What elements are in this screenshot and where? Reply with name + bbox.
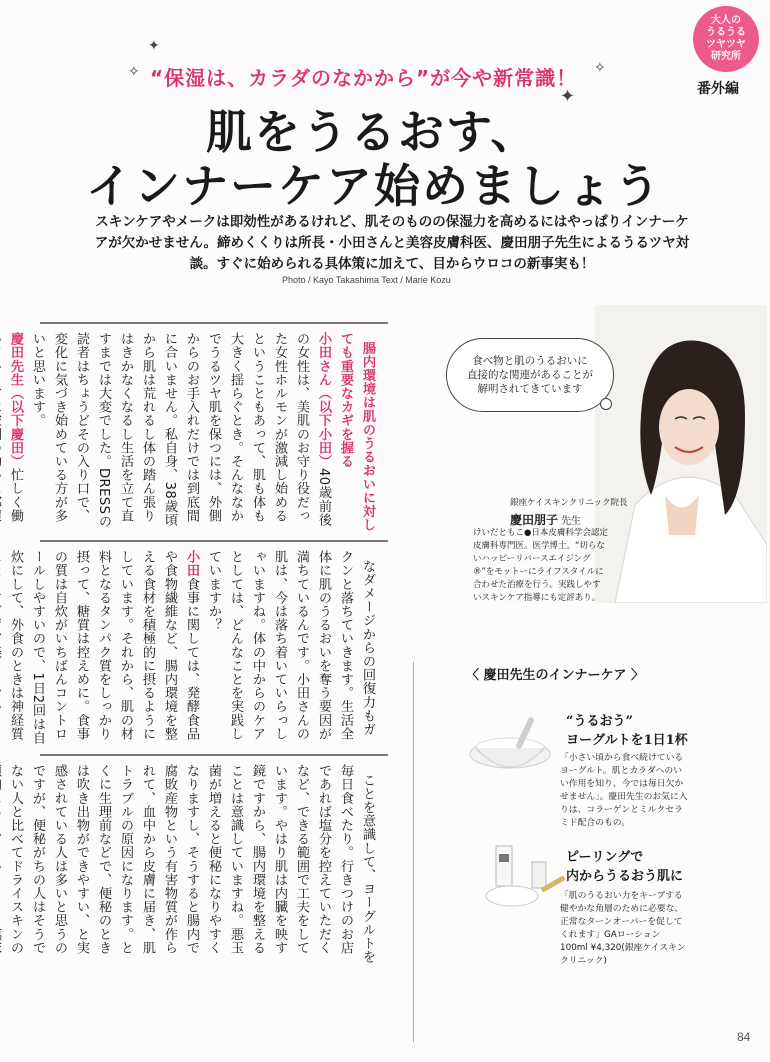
doctor-portrait-photo [595,305,767,603]
sparkle-icon: ✦ [148,38,160,54]
sparkle-icon: ✦ [560,86,576,107]
sparkle-icon: ✧ [128,64,140,80]
speaker-label: 小田さん（以下小田） [316,332,331,468]
article-column-2 [8,550,400,746]
bubble-line: 直接的な関連があることが [467,369,593,381]
doctor-role: 銀座ケイスキンクリニック院長 [510,498,628,508]
seal-line: 研究所 [711,51,741,62]
article-column-3 [8,764,400,964]
seal-line: うるうる [706,27,746,38]
page-title-line-2: インナーケア始めましょう [86,159,662,213]
page-title-line-1: 肌をうるおす、 [206,105,539,159]
seal-line: ツヤツヤ [706,39,746,50]
article-text: なダメージからの回復力もガクンと落ちていきます。生活全体に肌のうるおいを奪う要因が満ちているんです。小田さんの肌は、今は落ち着いていらっしゃいますね。体の中からのケアとしては、どんなことを実践していますか？ [206,550,375,741]
speech-bubble-tail [600,398,612,410]
bubble-line: 食べ物と肌のうるおいに [472,355,588,367]
seal-line: 大人の [711,15,741,26]
speaker-label: 小田 [184,550,199,578]
peeling-title-line: 内からうるおう肌に [566,869,684,884]
peeling-title [566,848,683,886]
photo-text-credit: Photo / Kayo Takashima Text / Marie Kozu [282,275,451,285]
yogurt-title-line: “うるおう” [566,714,633,729]
kicker-headline: “保湿は、カラダのなかから”が今や新常識！ [150,66,578,90]
yogurt-description: 「小さい頃から食べ続けているヨーグルト。肌とカラダへのいい作用を知り、今では毎日欠かせません」。慶田先生のお気に入りは、コラーゲンとミルクセラミド配合のもの。 [560,753,688,828]
peeling-lotion-photo [482,842,572,912]
article-text: 40歳前後の女性は、美肌のお守り役だった女性ホルモンが激減し始めるということもあって、肌も体も大きく揺らぐとき。そんななかでうるツヤ肌を保つには、外側からのお手入れだけでは到底間に合いません。私自身、38歳頃から肌は荒れるし体の踏ん張りはきかなくなるし生活を立て直すまでは大変でした。DRESSの読者はちょうどその入り口で、変化に気づき始めている方が多いと思います。 [30,332,331,528]
series-label: 番外編 [697,81,739,97]
sparkle-icon: ✧ [594,60,606,76]
article-text: ことを意識して、ヨーグルトを毎日食べたり。行きつけのお店であれば塩分を控えていただくなど、できる範囲で工夫をしています。やはり肌は内臓を映す鏡ですから、腸内環境を整えることは意識していますね。悪玉菌が増えると便秘になりやすくなりますし、そうすると腸内で腐敗産物という有害物質が作られて、血中から皮膚に届き、肌トラブルの原因になります。とくに生理前などで、便秘のときは吹き出物ができやすい、と実感されている人は多いと思うのですが、便秘がちの人はそうでない人と比べてドライスキンの [8,764,375,964]
speaker-label: 慶田先生（以下慶田） [8,332,23,468]
lead-paragraph: スキンケアやメークは即効性があるけれど、肌そのものの保湿力を高めるにはやっぱりインナーケアが欠かせません。締めくくりは所長・小田さんと美容皮膚科医、慶田朋子先生によるうるツヤ対談。すぐに始められる具体策に加えて、目からウロコの新事実も！ [94,214,690,272]
yogurt-bowl-photo [466,708,554,788]
peeling-title-line: ピーリングで [566,850,644,865]
doctor-profile: けいだともこ●日本皮膚科学会認定皮膚科専門医。医学博士。“切らないハッピーリバースエイジング®”をモットーにライフスタイルに合わせた治療を行う。実践しやすいスキンケア指導にも定評あり。 [473,528,608,603]
doctor-name: 慶田朋子 [510,513,559,527]
article-column-1 [8,332,400,532]
divider [40,322,388,324]
lab-seal-logo [693,6,759,72]
innercare-title: 〈 慶田先生のインナーケア 〉 [430,664,680,683]
doctor-honorific: 先生 [561,516,582,527]
yogurt-title-line: ヨーグルトを1日1杯 [566,733,688,748]
yogurt-title [566,712,688,750]
peeling-description: 「肌のうるおい力をキープする健やかな角層のために必要な、正常なターンオーバーを促してくれます」GAローション 100ml ¥4,320(銀座ケイスキンクリニック) [560,891,686,966]
article-text: 忙しく働 [8,468,23,523]
divider [40,754,388,756]
section-heading: 腸内環境は肌のうるおいに対しても重要なカギを握る [338,332,375,532]
divider [40,540,388,542]
bubble-line: 解明されてきています [477,383,583,395]
doctor-name-line [510,511,581,528]
page-number: 84 [737,1030,751,1044]
speech-bubble [446,338,614,412]
article-text: 食事に関しては、発酵食品や食物繊維など、腸内環境を整える食材を積極的に摂るようにしています。それから、肌の材料となるタンパク質をしっかり摂って、糖質は控えめに。食事の質は自炊がいちばんコントロールしやすいので、1日2回は自炊にして、外食のときは神経質 [8,550,199,745]
